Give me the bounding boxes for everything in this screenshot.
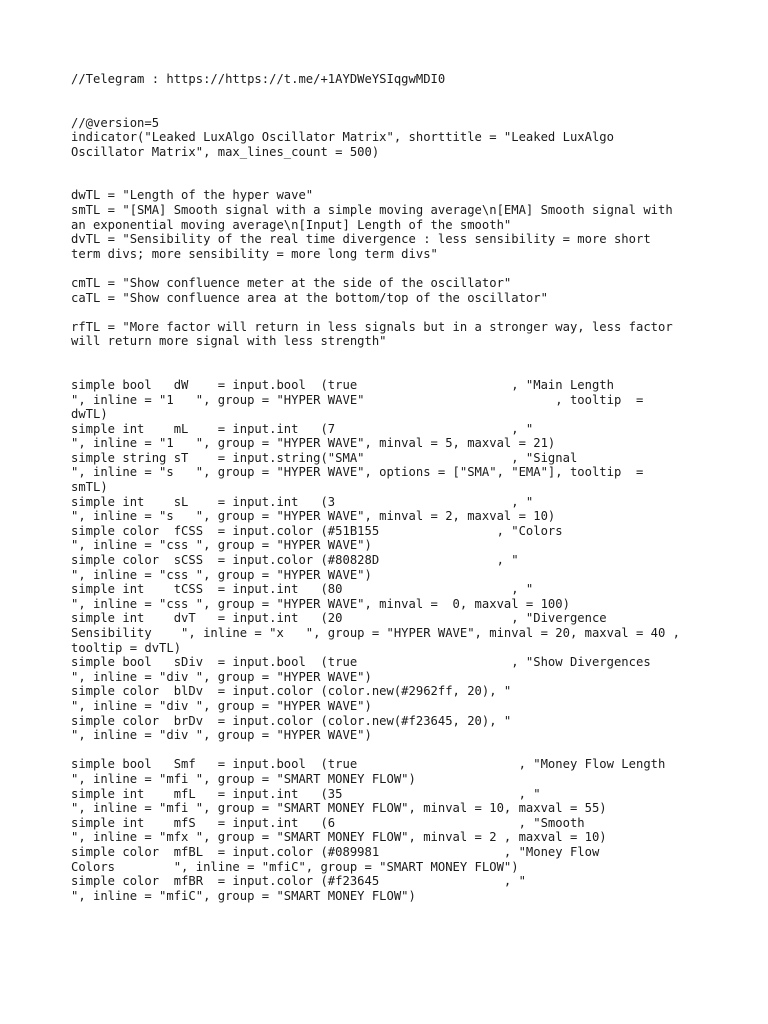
code-line: simple bool Smf = input.bool (true , "Money Flow Length: [71, 757, 666, 772]
block-spacer: [71, 87, 751, 116]
code-line: ", inline = "mfx ", group = "SMART MONEY FLOW", minval = 2 , maxval = 10): [71, 830, 607, 845]
code-line: smTL): [71, 480, 108, 495]
code-line: Oscillator Matrix", max_lines_count = 500): [71, 144, 380, 159]
code-block: [71, 757, 751, 903]
code-line: dvTL = "Sensibility of the real time divergence : less sensibility = more short: [71, 232, 651, 247]
code-line: simple int dvT = input.int (20 , "Divergence: [71, 611, 607, 626]
code-block: [71, 276, 751, 305]
code-line: simple color blDv = input.color (color.new(#2962ff, 20), ": [71, 684, 512, 699]
code-line: will return more signal with less strength": [71, 334, 387, 349]
code-line: ", inline = "mfi ", group = "SMART MONEY FLOW"): [71, 771, 416, 786]
code-line: ", inline = "mfi ", group = "SMART MONEY FLOW", minval = 10, maxval = 55): [71, 801, 607, 816]
code-line: simple int sL = input.int (3 , ": [71, 494, 534, 509]
code-line: an exponential moving average\n[Input] Length of the smooth": [71, 217, 512, 232]
code-block: [71, 116, 751, 160]
code-line: simple string sT = input.string("SMA" , "Signal: [71, 450, 578, 465]
code-line: simple color fCSS = input.color (#51B155 , "Colors: [71, 523, 563, 538]
code-line: simple int mL = input.int (7 , ": [71, 421, 534, 436]
code-line: ", inline = "s ", group = "HYPER WAVE", options = ["SMA", "EMA"], tooltip =: [71, 465, 644, 480]
code-line: simple bool dW = input.bool (true , "Main Length: [71, 377, 614, 392]
code-line: cmTL = "Show confluence meter at the side of the oscillator": [71, 275, 512, 290]
code-line: ", inline = "div ", group = "HYPER WAVE"): [71, 669, 372, 684]
code-line: simple int mfS = input.int (6 , "Smooth: [71, 815, 585, 830]
code-line: simple color sCSS = input.color (#80828D , ": [71, 553, 519, 568]
code-line: ", inline = "1 ", group = "HYPER WAVE", minval = 5, maxval = 21): [71, 436, 556, 451]
code-line: indicator("Leaked LuxAlgo Oscillator Matrix", shorttitle = "Leaked LuxAlgo: [71, 130, 614, 145]
code-line: rfTL = "More factor will return in less signals but in a stronger way, less factor: [71, 319, 673, 334]
code-block: [71, 378, 751, 743]
code-line: ", inline = "css ", group = "HYPER WAVE", minval = 0, maxval = 100): [71, 596, 570, 611]
code-line: ", inline = "div ", group = "HYPER WAVE"): [71, 728, 372, 743]
code-line: simple int mfL = input.int (35 , ": [71, 786, 541, 801]
code-line: simple color mfBL = input.color (#089981 , "Money Flow: [71, 844, 600, 859]
code-line: Sensibility ", inline = "x ", group = "HYPER WAVE", minval = 20, maxval = 40 ,: [71, 626, 681, 640]
code-line: smTL = "[SMA] Smooth signal with a simple moving average\n[EMA] Smooth signal with: [71, 202, 673, 217]
code-block: [71, 72, 751, 87]
code-block: [71, 188, 751, 261]
block-spacer: [71, 261, 751, 276]
code-line: simple color brDv = input.color (color.new(#f23645, 20), ": [71, 713, 512, 728]
code-line: ", inline = "1 ", group = "HYPER WAVE" , tooltip =: [71, 392, 644, 407]
code-line: //@version=5: [71, 115, 160, 130]
code-line: //Telegram : https://https://t.me/+1AYDWeYSIqgwMDI0: [71, 72, 446, 86]
code-line: simple color mfBR = input.color (#f23645 , ": [71, 874, 526, 889]
block-spacer: [71, 305, 751, 320]
block-spacer: [71, 349, 751, 378]
code-line: ", inline = "mfiC", group = "SMART MONEY FLOW"): [71, 888, 416, 903]
code-block: [71, 320, 751, 349]
code-line: ", inline = "div ", group = "HYPER WAVE"): [71, 698, 372, 713]
block-spacer: [71, 743, 751, 758]
code-line: caTL = "Show confluence area at the bottom/top of the oscillator": [71, 290, 548, 305]
code-line: ", inline = "css ", group = "HYPER WAVE"): [71, 538, 372, 553]
code-line: Colors ", inline = "mfiC", group = "SMART MONEY FLOW"): [71, 859, 519, 874]
code-line: ", inline = "css ", group = "HYPER WAVE"): [71, 567, 372, 582]
code-line: ", inline = "s ", group = "HYPER WAVE", minval = 2, maxval = 10): [71, 509, 556, 524]
code-line: dwTL = "Length of the hyper wave": [71, 188, 314, 203]
code-line: simple int tCSS = input.int (80 , ": [71, 582, 534, 597]
code-line: dwTL): [71, 407, 108, 422]
code-line: tooltip = dvTL): [71, 640, 182, 655]
code-line: simple bool sDiv = input.bool (true , "Show Divergences: [71, 655, 651, 670]
block-spacer: [71, 159, 751, 188]
code-document: [71, 72, 751, 903]
code-line: term divs; more sensibility = more long term divs": [71, 246, 438, 261]
